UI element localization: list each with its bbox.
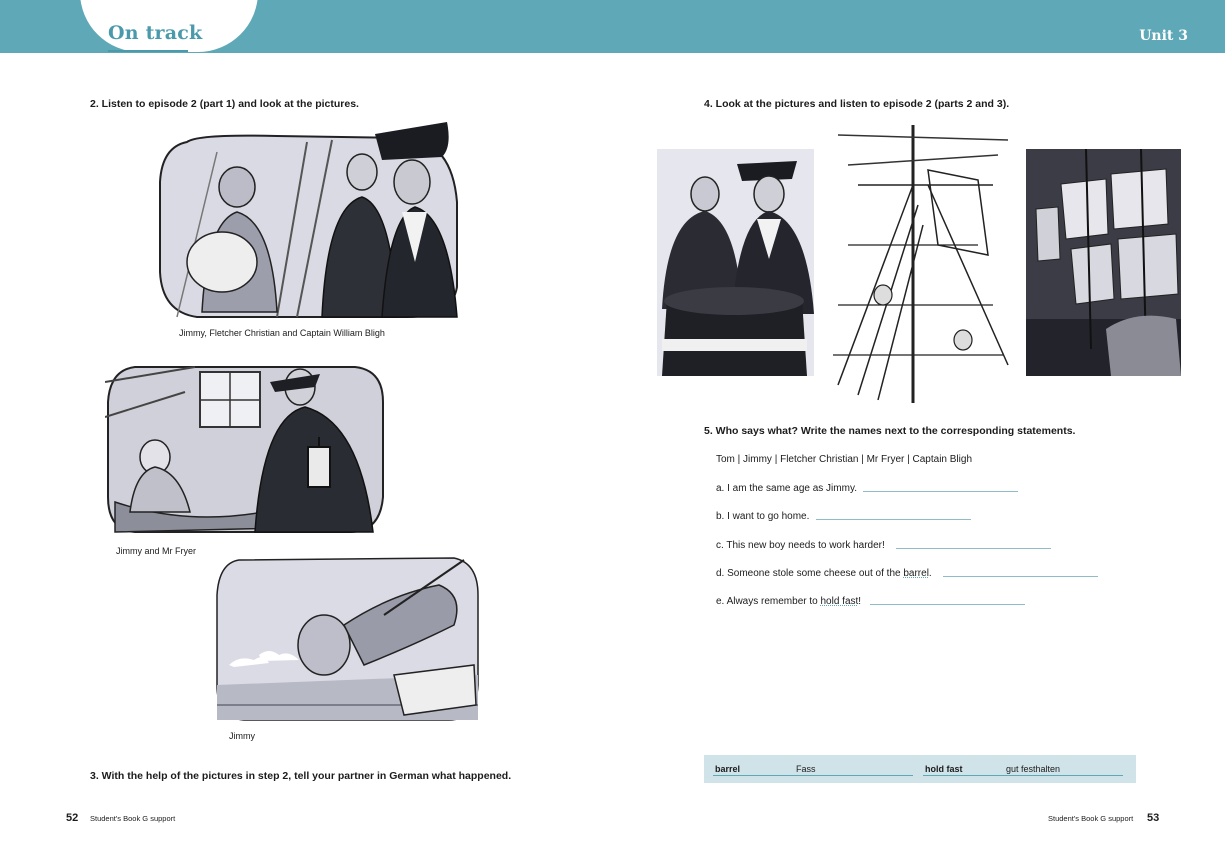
statement-b: b. I want to go home.: [716, 511, 810, 522]
statement-d-end: .: [928, 568, 932, 579]
answer-line-c[interactable]: [896, 548, 1051, 549]
glossary-box: [704, 755, 1136, 783]
picture-2-caption: Jimmy and Mr Fryer: [116, 546, 197, 556]
footer-right: Student's Book G support: [1048, 814, 1134, 823]
glossary-word-2: hold fast: [925, 764, 963, 774]
task-4-instruction: 4. Look at the pictures and listen to episode 2 (parts 2 and 3).: [704, 98, 1010, 110]
answer-line-a[interactable]: [863, 491, 1018, 492]
glossary-word-hold-fast: hold fast: [820, 596, 859, 607]
picture-3-caption: Jimmy: [229, 731, 255, 741]
section-title: On track: [108, 22, 203, 44]
page-number-right: 53: [1147, 812, 1160, 824]
page-number-left: 52: [66, 812, 79, 824]
glossary-divider-2: [923, 775, 1123, 776]
cabin-lantern-illustration-icon: [105, 362, 385, 535]
section-title-underline: [108, 50, 188, 52]
glossary-translation-1: Fass: [796, 764, 816, 774]
task-5-instruction: 5. Who says what? Write the names next to the corresponding statements.: [704, 425, 1076, 437]
statement-c: c. This new boy needs to work harder!: [716, 540, 885, 551]
task-2-instruction: 2. Listen to episode 2 (part 1) and look at the pictures.: [90, 98, 359, 110]
answer-line-d[interactable]: [943, 576, 1098, 577]
glossary-word-1: barrel: [715, 764, 741, 774]
officers-barrel-illustration-icon: [657, 149, 814, 376]
statement-a: a. I am the same age as Jimmy.: [716, 483, 857, 494]
statement-d-text: d. Someone stole some cheese out of the: [716, 568, 904, 579]
answer-line-e[interactable]: [870, 604, 1025, 605]
answer-line-b[interactable]: [816, 519, 971, 520]
statement-e-text: e. Always remember to: [716, 596, 821, 607]
upside-down-jimmy-illustration-icon: [214, 555, 480, 722]
mast-rigging-illustration-icon: [818, 125, 1018, 403]
glossary-word-barrel: barrel: [903, 568, 929, 579]
task-3-instruction: 3. With the help of the pictures in step 2, tell your partner in German what happened.: [90, 770, 512, 782]
statement-d: [716, 568, 932, 579]
name-options: Tom | Jimmy | Fletcher Christian | Mr Fryer | Captain Bligh: [716, 454, 973, 465]
statement-e-end: !: [858, 596, 862, 607]
ship-deck-illustration-icon: [157, 112, 463, 322]
glossary-divider-1: [713, 775, 913, 776]
picture-1-caption: Jimmy, Fletcher Christian and Captain William Bligh: [179, 328, 385, 338]
unit-label: Unit 3: [1139, 28, 1188, 44]
statement-e: [716, 596, 861, 607]
sailing-ship-storm-illustration-icon: [1026, 149, 1181, 376]
glossary-translation-2: gut festhalten: [1006, 764, 1061, 774]
footer-left: Student's Book G support: [90, 814, 176, 823]
